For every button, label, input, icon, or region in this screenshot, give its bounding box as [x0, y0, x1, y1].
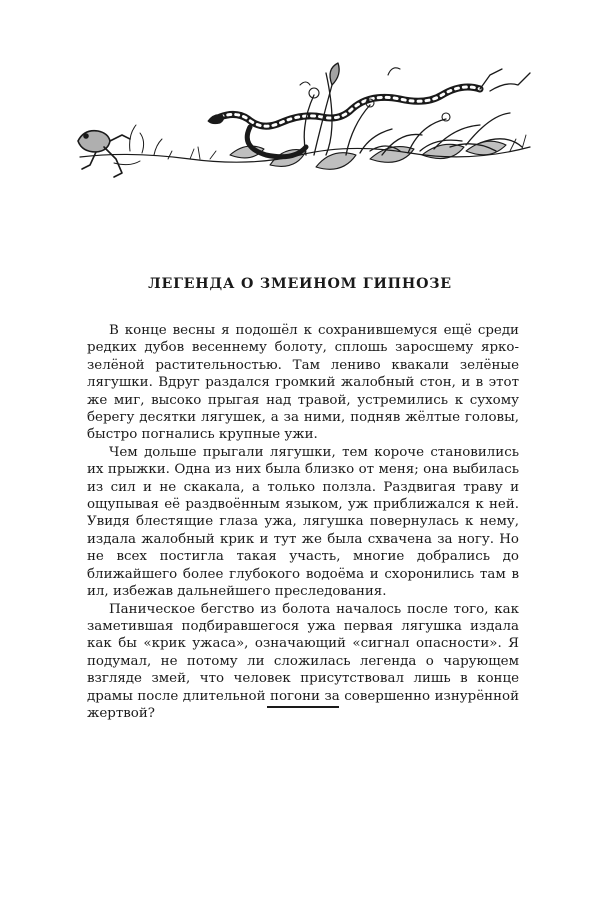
paragraph: В конце весны я подошёл к сохранившемуся ещё среди редких дубов весеннему болоту, сплошь заросшему яркозелёной растительностью. Там лениво квакали зелёные лягушки. Вдруг раздался громкий жалобный стон, и в этот же миг, высоко прыгая над травой, устремились к сухому берегу десятки лягушек, а за ними, подняв жёлтые головы, быстро погнались крупные ужи.: [87, 323, 519, 443]
snake-and-frog-illustration: [70, 55, 540, 205]
paragraph: Чем дольше прыгали лягушки, тем короче становились их прыжки. Одна из них была близко от меня; она выбилась из сил и не скакала, а только ползла. Раздвигая траву и ощупывая её раздвоённым языком, уж приближался к ней. Увидя блестящие глаза ужа, лягушка повернулась к нему, издала жалобный крик и тут же была схвачена за ногу. Но не всех постигла такая участь, многие добрались до ближайшего более глубокого водоёма и схоронились там в ил, избежав дальнейшего преследования.: [87, 444, 519, 600]
section-divider: [267, 706, 339, 708]
paragraph: Паническое бегство из болота началось после того, как заметившая подбиравшегося ужа первая лягушка издала как бы «крик ужаса», означающий «сигнал опасности». Я подумал, не потому ли сложилась легенда о чарующем взгляде змей, что человек присутствовал лишь в конце драмы после длительной погони за совершенно изнурённой жертвой?: [87, 601, 519, 721]
article-body: [87, 322, 519, 722]
page-title: ЛЕГЕНДА О ЗМЕИНОМ ГИПНОЗЕ: [148, 276, 452, 292]
